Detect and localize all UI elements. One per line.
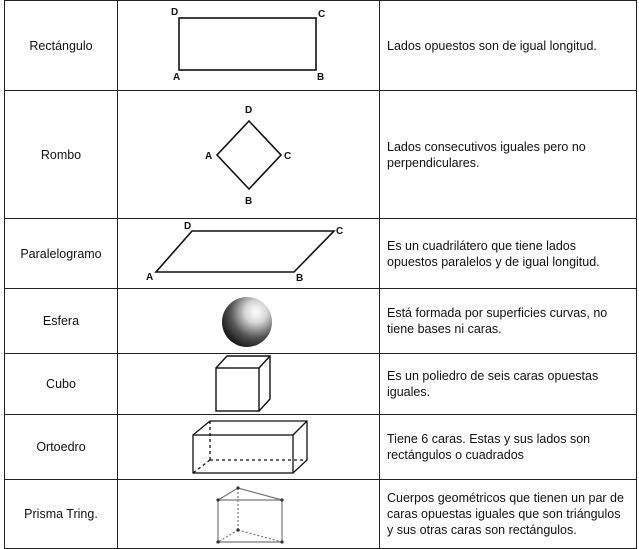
- table-row: [5, 289, 637, 354]
- parallelogram-figure: [118, 219, 380, 289]
- table-row: [5, 415, 637, 480]
- vertex-label: D: [245, 105, 253, 116]
- rectangle-drawing: [118, 1, 380, 90]
- table-row: [5, 354, 637, 415]
- shape-name: Esfera: [5, 289, 118, 354]
- vertex-label: C: [284, 151, 292, 162]
- shape-name: Paralelogramo: [5, 219, 118, 289]
- table-row: [5, 1, 637, 91]
- cuboid-drawing: [118, 415, 380, 479]
- parallelogram-shape: [156, 231, 334, 272]
- cube-shape: [216, 356, 270, 411]
- sphere-figure: [118, 289, 380, 354]
- triangular-prism-drawing: [118, 480, 380, 548]
- vertex-label: B: [317, 72, 325, 83]
- shape-name: Prisma Tring.: [5, 480, 118, 549]
- shape-name: Cubo: [5, 354, 118, 415]
- triangular-prism-shape: [218, 488, 282, 542]
- table-row: [5, 480, 637, 549]
- rectangle-figure: [118, 1, 380, 91]
- sphere-drawing: [118, 289, 380, 353]
- table-row: [5, 91, 637, 219]
- shape-description: Es un cuadrilátero que tiene lados opuestos paralelos y de igual longitud.: [380, 219, 637, 289]
- parallelogram-drawing: [118, 219, 380, 288]
- vertex-label: B: [245, 196, 253, 207]
- vertex-label: D: [171, 7, 179, 18]
- cube-figure: [118, 354, 380, 415]
- shape-description: Tiene 6 caras. Estas y sus lados son rectángulos o cuadrados: [380, 415, 637, 480]
- vertex-label: A: [146, 272, 154, 283]
- sphere-shape: [222, 297, 272, 347]
- vertex-label: B: [296, 273, 304, 284]
- shape-description: Está formada por superficies curvas, no tiene bases ni caras.: [380, 289, 637, 354]
- table-row: [5, 219, 637, 289]
- shape-description: Lados consecutivos iguales pero no perpendiculares.: [380, 91, 637, 219]
- shape-description: Cuerpos geométricos que tienen un par de caras opuestas iguales que son triángulos y sus otras caras son rectángulos.: [380, 480, 637, 549]
- geometry-table: [4, 0, 637, 549]
- cube-drawing: [118, 354, 380, 414]
- shape-description: Lados opuestos son de igual longitud.: [380, 1, 637, 91]
- vertex-label: A: [173, 72, 181, 83]
- vertex-label: C: [336, 226, 344, 237]
- shape-name: Rectángulo: [5, 1, 118, 91]
- shape-name: Rombo: [5, 91, 118, 219]
- rhombus-figure: [118, 91, 380, 219]
- shape-name: Ortoedro: [5, 415, 118, 480]
- vertex-label: C: [318, 9, 326, 20]
- cuboid-figure: [118, 415, 380, 480]
- vertex-label: A: [205, 151, 213, 162]
- triangular-prism-figure: [118, 480, 380, 549]
- shape-description: Es un poliedro de seis caras opuestas iguales.: [380, 354, 637, 415]
- rectangle-shape: [179, 18, 316, 70]
- cuboid-shape: [193, 421, 307, 473]
- vertex-label: D: [184, 221, 192, 232]
- rhombus-drawing: [118, 91, 380, 218]
- rhombus-shape: [217, 121, 281, 189]
